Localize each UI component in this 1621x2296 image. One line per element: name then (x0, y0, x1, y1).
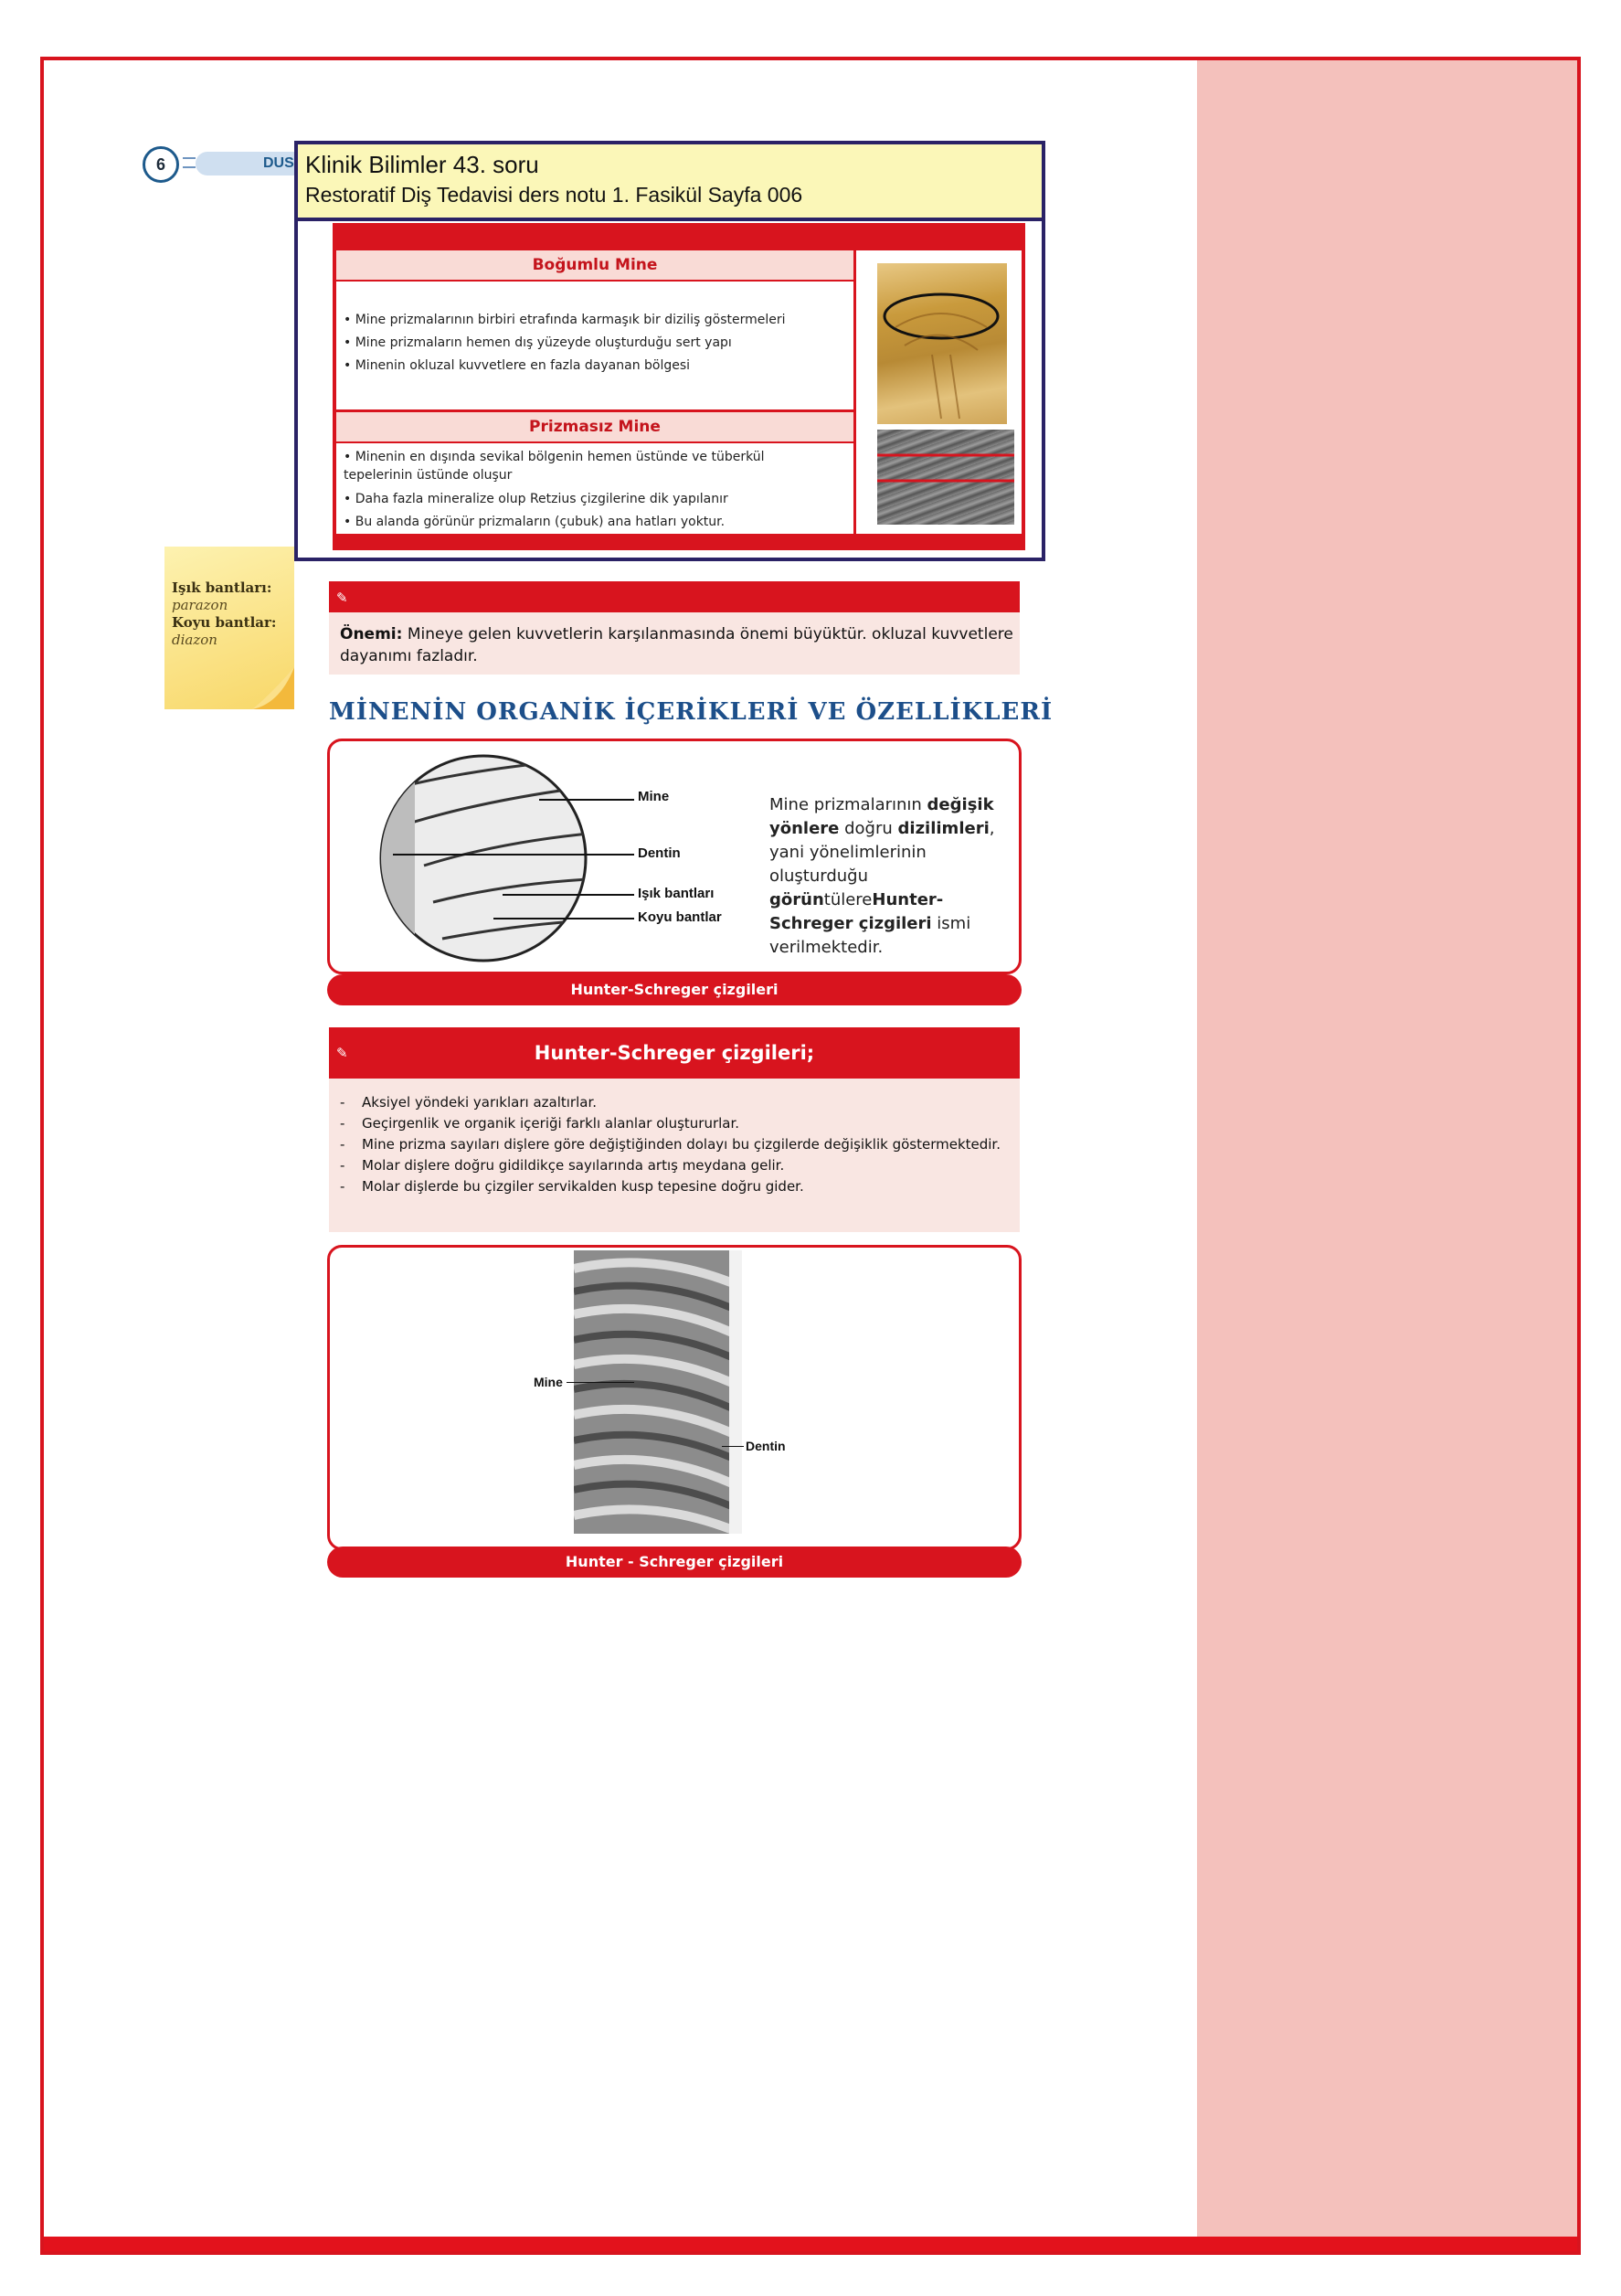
bottom-bar (44, 2237, 1577, 2251)
page-number: 6 (143, 146, 179, 183)
list-item: - Aksiyel yöndeki yarıkları azaltırlar. (336, 1093, 1009, 1112)
list-item: • Daha fazla mineralize olup Retzius çizgilerine dik yapılanır (344, 488, 828, 511)
sticky-value: parazon (172, 597, 228, 613)
bogumlu-mine-list (344, 309, 852, 377)
figure1-label: Koyu bantlar (638, 909, 722, 925)
figure1-label: Işık bantları (638, 886, 715, 901)
figure1-label: Dentin (638, 845, 681, 861)
figure1-label: Mine (638, 789, 670, 804)
sticky-note (164, 547, 294, 709)
desc-text: Mine prizmalarının (769, 795, 927, 814)
desc-text: tülere (823, 890, 873, 909)
micrograph-overlay (877, 430, 1014, 525)
prizmasiz-mine-header: Prizmasız Mine (336, 412, 853, 441)
prism-micrograph (877, 430, 1014, 525)
section-title: MİNENİN ORGANİK İÇERİKLERİ VE ÖZELLİKLERİ (329, 698, 1054, 726)
figure2-label: Mine (534, 1375, 563, 1389)
list-item: • Minenin en dışında sevikal bölgenin hemen üstünde ve tüberkül tepelerinin üstünde oluşur (344, 448, 828, 484)
figure2-label: Dentin (746, 1439, 786, 1453)
bogumlu-mine-header: Boğumlu Mine (336, 250, 853, 280)
note-title: Klinik Bilimler 43. soru (305, 151, 539, 178)
figure1-caption: Hunter-Schreger çizgileri (327, 974, 1022, 1005)
note-overlay (294, 141, 1045, 561)
leader-line (493, 918, 634, 919)
highlight-ellipse-icon (877, 263, 1007, 424)
series-label: DUS (263, 155, 294, 171)
sticky-value: diazon (172, 632, 217, 648)
list-item: • Mine prizmaların hemen dış yüzeyde oluşturduğu sert yapı (344, 332, 852, 355)
header-lines (183, 157, 196, 168)
divider (336, 441, 853, 443)
column-divider (853, 250, 856, 534)
enamel-diagram (378, 751, 588, 965)
importance-body: Mineye gelen kuvvetlerin karşılanmasında önemi büyüktür. okluzal kuvvetlere dayanımı fazladır. (340, 625, 1013, 665)
importance-label: Önemi: (340, 625, 403, 643)
leader-line (567, 1382, 634, 1383)
page-curl-icon (252, 667, 294, 709)
note-header (298, 144, 1042, 221)
margin-column (1197, 60, 1577, 2251)
leader-line (722, 1446, 744, 1447)
tooth-photo (877, 263, 1007, 424)
leader-line (393, 854, 634, 856)
sticky-label: Işık bantları: (172, 579, 272, 596)
sticky-label: Koyu bantlar: (172, 614, 277, 631)
list-item: • Mine prizmalarının birbiri etrafında karmaşık bir diziliş göstermeleri (344, 309, 852, 332)
figure1-description (769, 793, 1007, 960)
desc-bold: dizilimleri (897, 819, 990, 838)
desc-text: , yani yönelimlerinin oluşturduğu (769, 819, 995, 886)
desc-bold: değişik yönlere (769, 795, 994, 838)
list-item: - Mine prizma sayıları dişlere göre değiştiğinden dolayı bu çizgilerde değişiklik göstermektedir. (336, 1135, 1009, 1154)
hs-title: Hunter-Schreger çizgileri; (534, 1042, 815, 1064)
figure2-caption: Hunter - Schreger çizgileri (327, 1547, 1022, 1578)
list-item: • Bu alanda görünür prizmaların (çubuk) ana hatları yoktur. (344, 511, 828, 534)
desc-text: ismi verilmektedir. (769, 914, 971, 957)
list-item: - Geçirgenlik ve organik içeriği farklı alanlar oluştururlar. (336, 1114, 1009, 1133)
note-subtitle: Restoratif Diş Tedavisi ders notu 1. Fasikül Sayfa 006 (305, 183, 803, 207)
prizmasiz-mine-list (344, 448, 828, 534)
desc-bold: Hunter-Schreger çizgileri (769, 890, 944, 933)
pen-icon: ✎ (336, 1045, 348, 1061)
leader-line (539, 799, 634, 801)
pen-icon: ✎ (336, 590, 348, 606)
importance-text (340, 623, 1016, 667)
importance-bar (329, 581, 1020, 612)
desc-text: doğru (839, 819, 898, 838)
list-item: - Molar dişlerde bu çizgiler servikalden kusp tepesine doğru gider. (336, 1177, 1009, 1196)
list-item: • Minenin okluzal kuvvetlere en fazla dayanan bölgesi (344, 355, 852, 377)
desc-bold: görün (769, 890, 824, 909)
hs-list (336, 1093, 1009, 1198)
divider (336, 280, 853, 282)
leader-line (503, 894, 634, 896)
list-item: - Molar dişlere doğru gidildikçe sayılarında artış meydana gelir. (336, 1156, 1009, 1175)
hs-micrograph (574, 1250, 742, 1534)
